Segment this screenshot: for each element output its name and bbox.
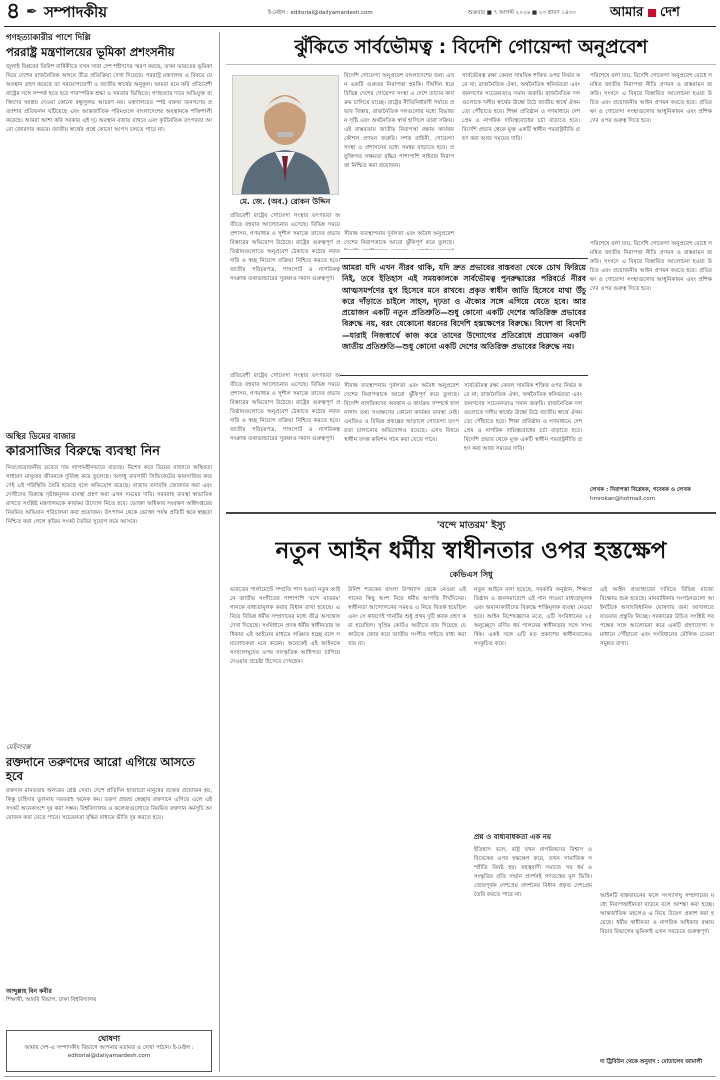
page-number: ৪ bbox=[6, 0, 21, 24]
notice-box bbox=[6, 1030, 212, 1072]
lead-body-1: বিদেশি গোয়েন্দা অনুপ্রবেশ বাংলাদেশের জন্য এখন একটি গুরুতর নিরাপত্তা হুমকি। দীর্ঘদিন ধরে বিভিন্ন দেশের গোয়েন্দা সংস্থা এ দেশে তাদের কার্যক্রম চালিয়ে যাচ্ছে। রাষ্ট্রের নীতিনির্ধারণী পর্যায়ে প্রভাব বিস্তার, রাজনৈতিক দলগুলোর মধ্যে বিভাজন সৃষ্টি এবং অর্থনৈতিক স্বার্থ হাসিলে তারা সক্রিয়। এই বাস্তবতায় জাতীয় নিরাপত্তা রক্ষায় কার্যকর কৌশল প্রণয়ন জরুরি। সশস্ত্র বাহিনী, গোয়েন্দা সংস্থা ও প্রশাসনের মধ্যে সমন্বয় বাড়াতে হবে। প্রযুক্তিগত সক্ষমতা বৃদ্ধির পাশাপাশি সাইবার নিরাপত্তা নিশ্চিত করা প্রয়োজন। bbox=[344, 73, 454, 169]
second-credit: দ্য ট্রিবিউন থেকে অনুবাদ : মোতালেব জামালী bbox=[600, 1059, 703, 1065]
masthead-rule bbox=[4, 26, 716, 27]
reader-column-author: আব্দুল্লাহ বিন কবীর bbox=[6, 988, 52, 995]
bottom-rule bbox=[4, 1076, 716, 1077]
brand-left: আমার bbox=[610, 5, 644, 20]
brand-right: দেশ bbox=[660, 5, 680, 20]
pen-icon: ✒ bbox=[26, 4, 38, 20]
lead-body-4: সার্বভৌমত্ব রক্ষা কেবল সামরিক শক্তির ওপর নির্ভর করে না; রাজনৈতিক ঐক্য, অর্থনৈতিক স্বনির্ভরতা এবং জনগণের সচেতনতাও সমান জরুরি। রাজনৈতিক দলগুলোকে দলীয় স্বার্থের ঊর্ধ্বে উঠে জাতীয় স্বার্থে ঐকমত্যে পৌঁছাতে হবে। শিক্ষা প্রতিষ্ঠান ও গণমাধ্যমে দেশপ্রেম ও নাগরিক দায়িত্ববোধের চর্চা বাড়াতে হবে। বিদেশি প্রভাব থেকে মুক্ত একটি স্বাধীন পররাষ্ট্রনীতি গ্রহণ করা আজ সময়ের দাবি। bbox=[462, 73, 580, 142]
notice-body: আমার দেশ-এ সম্পাদকীয় বিভাগে আপনার মতামত ও লেখা পাঠান। ই-মেইল : editorial@dailyamardesh.com bbox=[24, 1045, 194, 1059]
author-photo bbox=[232, 75, 339, 195]
reader-column bbox=[6, 742, 212, 1004]
notice-title: ঘোষণা bbox=[97, 1034, 121, 1043]
lead-body-2: প্রতিবেশী রাষ্ট্রের গোয়েন্দা সংস্থার তৎপরতা অতীতে বহুবার আলোচনায় এসেছে। বিভিন্ন সময়ে প্রশাসন, গণমাধ্যম ও সুশীল সমাজে তাদের প্রভাব বিস্তারের অভিযোগ উঠেছে। রাষ্ট্রের গুরুত্বপূর্ণ প্রতিষ্ঠানগুলোতে অনুপ্রবেশ ঠেকাতে কঠোর নজরদারি ও স্বচ্ছ নিয়োগ প্রক্রিয়া নিশ্চিত করতে হবে। জাতীয় পরিচয়পত্র, পাসপোর্ট ও নাগরিকত্ব সংক্রান্ত তথ্যভান্ডারের সুরক্ষাও সমান গুরুত্বপূর্ণ। bbox=[230, 213, 340, 282]
second-body-2: উনিশ শতকের বাংলা উপন্যাস থেকে নেওয়া এই গানের কিছু অংশ নিয়ে ধর্মীয় আপত্তি দীর্ঘদিনের। স্বাধীনতা আন্দোলনের সময়ও এ নিয়ে বিতর্ক হয়েছিল এবং সে কারণেই গানটির শুধু প্রথম দুটি স্তবক গ্রহণ করা হয়েছিল। সুপ্রিম কোর্টও অতীতে রায় দিয়েছে যে কাউকে জোর করে জাতীয় সংগীত গাইতে বাধ্য করা যায় না। bbox=[348, 587, 466, 647]
author-portrait-icon bbox=[233, 76, 338, 194]
editorial-1-title: পররাষ্ট্র মন্ত্রণালয়ের ভূমিকা প্রশংসনীয় bbox=[6, 45, 175, 59]
reader-column-tag: মেইলবক্স bbox=[6, 743, 31, 751]
lead-body-8: সার্বভৌমত্ব রক্ষা কেবল সামরিক শক্তির ওপর নির্ভর করে না; রাজনৈতিক ঐক্য, অর্থনৈতিক স্বনির্ভরতা এবং জনগণের সচেতনতাও সমান জরুরি। রাজনৈতিক দলগুলোকে দলীয় স্বার্থের ঊর্ধ্বে উঠে জাতীয় স্বার্থে ঐকমত্যে পৌঁছাতে হবে। শিক্ষা প্রতিষ্ঠান ও গণমাধ্যমে দেশপ্রেম ও নাগরিক দায়িত্ববোধের চর্চা বাড়াতে হবে। বিদেশি প্রভাব থেকে মুক্ত একটি স্বাধীন পররাষ্ট্রনীতি গ্রহণ করা আজ সময়ের দাবি। bbox=[464, 383, 582, 452]
lead-title-rule bbox=[226, 64, 716, 65]
brand-square-icon bbox=[648, 9, 656, 17]
section-title: সম্পাদকীয় bbox=[44, 3, 108, 21]
lead-byline: লেখক : নিরাপত্তা বিশ্লেষক, গবেষক ও লেখক bbox=[590, 487, 691, 493]
lead-body-3: সীমান্ত ব্যবস্থাপনায় দুর্বলতা এবং অবৈধ অনুপ্রবেশ দেশের নিরাপত্তাকে আরো ঝুঁকিপূর্ণ করে তুলছে। bbox=[344, 231, 454, 246]
second-body-3: নতুন আইনে বলা হয়েছে, সরকারি অনুষ্ঠান, শিক্ষাপ্রতিষ্ঠান ও জনসমাবেশে এই গান গাওয়া বাধ্যতামূলক এবং অমান্যকারীদের বিরুদ্ধে শাস্তিমূলক ব্যবস্থা নেওয়া হবে। আইন বিশেষজ্ঞদের মতে, এটি সংবিধানের ২৫ অনুচ্ছেদে বর্ণিত ধর্ম পালনের স্বাধীনতার সঙ্গে সাংঘর্ষিক। একই সঙ্গে এটি মত প্রকাশের স্বাধীনতাকেও সংকুচিত করে। bbox=[474, 587, 592, 647]
column-divider bbox=[219, 32, 220, 1072]
editorial-1-kicker: গণহত্যাকারীর পাশে দিল্লি bbox=[6, 33, 91, 43]
second-subhead: প্রশ্ন ও বাধ্যবাধকতা এক নয় bbox=[474, 833, 551, 841]
lead-pullquote: আমরা যদি এখন নীরব থাকি, যদি দ্রুত প্রভাবের বাস্তবতা থেকে চোখ ফিরিয়ে নিই, তবে ইতিহাস এই সময়কালকে সার্বভৌমত্ব পুনরুদ্ধারের পরিবর্তে নীরব আত্মসমর্পণের যুগ হিসেবে মনে রাখবে। প্রকৃত স্বাধীন জাতি হিসেবে মাথা উঁচু করে দাঁড়াতে চাইলে সাহস, দৃঢ়তা ও ঐক্যের সঙ্গে এগিয়ে যেতে হবে। আর প্রয়োজন একটি নতুন প্রতিশ্রুতি—শুধু কোনো একটি দেশের অতিরিক্ত প্রভাবের বিরুদ্ধে নয়, বরং যেকোনো ধরনের বিদেশি হস্তক্ষেপের বিরুদ্ধে। বিদেশ বা বিদেশি—যারাই নিজস্বার্থে কাজ করে তাদের উদ্যোগের প্রতিরোধে প্রয়োজন একটি জাতীয় প্রতিশ্রুতি—শুধু কোনো একটি দেশের অতিরিক্ত প্রভাবের বিরুদ্ধে নয়। bbox=[340, 258, 588, 376]
masthead bbox=[0, 0, 720, 26]
editorial-1-body: জুলাই বিপ্লবের তিরিশ বার্ষিকীতে যখন সারা দেশ শহীদদের স্মরণ করছে, তখন ভারতের ভূমিকা নিয়ে দেশের রাজনৈতিক অঙ্গনে তীব্র প্রতিক্রিয়া দেখা দিয়েছে। পররাষ্ট্র মন্ত্রণালয় এ বিষয়ে যে অবস্থান গ্রহণ করেছে তা সময়োপযোগী ও জাতীয় স্বার্থের অনুকূল। আমরা মনে করি প্রতিবেশী রাষ্ট্রের সঙ্গে সম্পর্ক হতে হবে পারস্পরিক শ্রদ্ধা ও সমতার ভিত্তিতে। গণহত্যার দায়ে অভিযুক্ত ব্যক্তিদের আশ্রয় দেওয়া কোনো বন্ধুসুলভ আচরণ নয়। মন্ত্রণালয়ের স্পষ্ট বক্তব্য জনগণের প্রত্যাশার প্রতিফলন ঘটিয়েছে এবং আন্তর্জাতিক পরিমণ্ডলে বাংলাদেশের অবস্থানকে শক্তিশালী করেছে। আমরা আশা করি সরকার এই দৃঢ় অবস্থান বজায় রাখবে এবং কূটনৈতিক তৎপরতা আরো জোরদার করবে। জাতীয় স্বার্থের প্রশ্নে কোনো আপস চলতে পারে না। bbox=[6, 64, 212, 133]
second-body-4: ইতিহাস বলে, রাষ্ট্র যখন নাগরিকদের বিশ্বাস ও বিবেকের ওপর হস্তক্ষেপ করে, তখন সামাজিক সম্প্রীতি বিনষ্ট হয়। বহুত্ববাদী সমাজে সব ধর্ম ও সংস্কৃতির প্রতি সম্মান প্রদর্শনই গণতন্ত্রের মূল ভিত্তি। জোরপূর্বক দেশপ্রেম প্রদর্শনের বিধান প্রকৃত দেশপ্রেম তৈরি করতে পারে না। bbox=[474, 847, 592, 898]
lead-body-7: সীমান্ত ব্যবস্থাপনায় দুর্বলতা এবং অবৈধ অনুপ্রবেশ দেশের নিরাপত্তাকে আরো ঝুঁকিপূর্ণ করে তুলছে। বিদেশি নাগরিকদের অবস্থান ও কার্যক্রম সম্পর্কে হালনাগাদ তথ্য সংরক্ষণের কোনো কার্যকর ব্যবস্থা নেই। এনজিও ও বিভিন্ন প্রকল্পের আড়ালে গোয়েন্দা তৎপরতা চালানোর অভিযোগও রয়েছে। এসব বিষয়ে স্বাধীন তদন্ত কমিশন গঠন করা যেতে পারে। bbox=[344, 383, 459, 443]
reader-column-body: রক্তদান মানবতার অন্যতম শ্রেষ্ঠ সেবা। দেশে প্রতিদিন হাজারো মানুষের রক্তের প্রয়োজন হয়, কিন্তু চাহিদার তুলনায় সরবরাহ অনেক কম। তরুণ প্রজন্ম স্বেচ্ছায় রক্তদানে এগিয়ে এলে এই সংকট অনেকাংশে দূর করা সম্ভব। বিশ্ববিদ্যালয় ও কলেজগুলোতে নিয়মিত রক্তদান কর্মসূচি আয়োজন করা যেতে পারে। সচেতনতা বৃদ্ধির মাধ্যমে ভীতি দূর করতে হবে। bbox=[6, 788, 212, 821]
masthead-email: ই-মেইল : editorial@dailyamardesh.com bbox=[268, 10, 373, 16]
lead-title: ঝুঁকিতে সার্বভৌমত্ব : বিদেশি গোয়েন্দা অনুপ্রবেশ bbox=[294, 37, 648, 58]
lead-body-6: প্রতিবেশী রাষ্ট্রের গোয়েন্দা সংস্থার তৎপরতা অতীতে বহুবার আলোচনায় এসেছে। বিভিন্ন সময়ে প্রশাসন, গণমাধ্যম ও সুশীল সমাজে তাদের প্রভাব বিস্তারের অভিযোগ উঠেছে। রাষ্ট্রের গুরুত্বপূর্ণ প্রতিষ্ঠানগুলোতে অনুপ্রবেশ ঠেকাতে কঠোর নজরদারি ও স্বচ্ছ নিয়োগ প্রক্রিয়া নিশ্চিত করতে হবে। জাতীয় পরিচয়পত্র, পাসপোর্ট ও নাগরিকত্ব সংক্রান্ত তথ্যভান্ডারের সুরক্ষাও সমান গুরুত্বপূর্ণ। bbox=[230, 373, 340, 442]
reader-column-author-info: শিক্ষার্থী, আরবি বিভাগ, ঢাকা বিশ্ববিদ্যালয় bbox=[6, 997, 97, 1003]
editorial-1 bbox=[6, 33, 212, 383]
editorial-2-body: নিত্যপ্রয়োজনীয় দ্রব্যের দাম লাগামহীনভাবে বাড়ছে। বিশেষ করে ডিমের বাজারে অস্থিরতা সাধারণ মানুষের জীবনকে দুর্বিষহ করে তুলেছে। অসাধু ব্যবসায়ী সিন্ডিকেটের কারসাজির কারণেই এই পরিস্থিতি তৈরি হয়েছে বলে অভিযোগ রয়েছে। বাজার তদারকি জোরদার করা এবং দোষীদের বিরুদ্ধে দৃষ্টান্তমূলক ব্যবস্থা গ্রহণ করা এখন সময়ের দাবি। সরবরাহ ব্যবস্থা স্বাভাবিক রাখতে সংশ্লিষ্ট মন্ত্রণালয়কে কার্যকর উদ্যোগ নিতে হবে। ভোক্তা অধিকার সংরক্ষণ অধিদপ্তরের নিয়মিত অভিযান পরিচালনা করা প্রয়োজন। উৎপাদন থেকে ভোক্তা পর্যন্ত প্রতিটি স্তরে স্বচ্ছতা নিশ্চিত করা গেলে কৃত্রিম সংকট তৈরির সুযোগ কমে আসবে। bbox=[6, 465, 212, 525]
masthead-date: শুক্রবার ■ ৭ আগস্ট ২০২৬ ■ ২৩ শ্রাবণ ১৪৩৩ bbox=[468, 10, 576, 16]
section-rule bbox=[226, 512, 716, 514]
lead-body-9: পরিশেষে বলা যায়, বিদেশি গোয়েন্দা অনুপ্রবেশ রোধে সমন্বিত জাতীয় নিরাপত্তা নীতি প্রণয়ন ও বাস্তবায়ন জরুরি। সংসদে এ বিষয়ে বিস্তারিত আলোচনা হওয়া উচিত এবং প্রয়োজনীয় আইন প্রণয়ন করতে হবে। প্রতিরক্ষা ও গোয়েন্দা সংস্থাগুলোর আধুনিকায়ন এবং প্রশিক্ষণের ওপর গুরুত্ব দিতে হবে। bbox=[590, 241, 712, 292]
editorial-2-kicker: অস্থির ডিমের বাজার bbox=[6, 432, 76, 442]
lead-body-5: পরিশেষে বলা যায়, বিদেশি গোয়েন্দা অনুপ্রবেশ রোধে সমন্বিত জাতীয় নিরাপত্তা নীতি প্রণয়ন ও বাস্তবায়ন জরুরি। সংসদে এ বিষয়ে বিস্তারিত আলোচনা হওয়া উচিত এবং প্রয়োজনীয় আইন প্রণয়ন করতে হবে। প্রতিরক্ষা ও গোয়েন্দা সংস্থাগুলোর আধুনিকায়ন এবং প্রশিক্ষণের ওপর গুরুত্ব দিতে হবে। bbox=[590, 73, 712, 124]
second-kicker: 'বন্দে মাতরম' ইস্যু bbox=[436, 520, 506, 531]
second-body-5: এই আইন প্রত্যাহারের দাবিতে বিভিন্ন রাজ্যে বিক্ষোভ শুরু হয়েছে। মানবাধিকার সংগঠনগুলো আইনটিকে অসাংবিধানিক ঘোষণার জন্য আদালতে যাওয়ার প্রস্তুতি নিচ্ছে। সরকারের উচিত সংশ্লিষ্ট সব পক্ষের সঙ্গে আলোচনা করে একটি গ্রহণযোগ্য সমাধানে পৌঁছানো এবং সংবিধানের মৌলিক চেতনা সমুন্নত রাখা। bbox=[600, 587, 714, 647]
second-body-6: আইনটি বাস্তবায়নের ফলে সংখ্যালঘু সম্প্রদায়ের মধ্যে নিরাপত্তাহীনতা বাড়বে বলে আশঙ্কা করা হচ্ছে। আন্তর্জাতিক মহলেও এ নিয়ে উদ্বেগ প্রকাশ করা হয়েছে। ধর্মীয় স্বাধীনতা ও নাগরিক অধিকার রক্ষায় বিচার বিভাগের ভূমিকাই এখন সবচেয়ে গুরুত্বপূর্ণ। bbox=[600, 893, 714, 935]
second-title: নতুন আইন ধর্মীয় স্বাধীনতার ওপর হস্তক্ষেপ bbox=[275, 538, 667, 564]
second-author: কেভিএস সিধু bbox=[449, 570, 493, 579]
second-body-1: ভারতের পার্লামেন্টে সম্প্রতি পাস হওয়া নতুন আইনে জাতীয় সংগীতের পাশাপাশি 'বন্দে মাতরম' গানকে বাধ্যতামূলক করার বিধান রাখা হয়েছে। এ নিয়ে বিভিন্ন ধর্মীয় সম্প্রদায়ের মধ্যে তীব্র অসন্তোষ দেখা দিয়েছে। সংবিধানে প্রদত্ত ধর্মীয় স্বাধীনতার অধিকার এই আইনের মাধ্যমে লঙ্ঘিত হচ্ছে বলে সমালোচকরা মনে করেন। অনেকেই এই আইনকে সংখ্যালঘুদের ওপর সাংস্কৃতিক আধিপত্য চাপিয়ে দেওয়ার প্রচেষ্টা হিসেবে দেখছেন। bbox=[230, 587, 340, 665]
reader-column-title: রক্তদানে তরুণদের আরো এগিয়ে আসতে হবে bbox=[6, 755, 195, 783]
lead-email: hmrokan@hotmail.com bbox=[590, 496, 656, 502]
lead-author: মে. জে. (অব.) রোকন উদ্দিন bbox=[239, 197, 331, 206]
editorial-2-title: কারসাজির বিরুদ্ধে ব্যবস্থা নিন bbox=[6, 444, 160, 459]
editorial-2 bbox=[6, 432, 212, 730]
